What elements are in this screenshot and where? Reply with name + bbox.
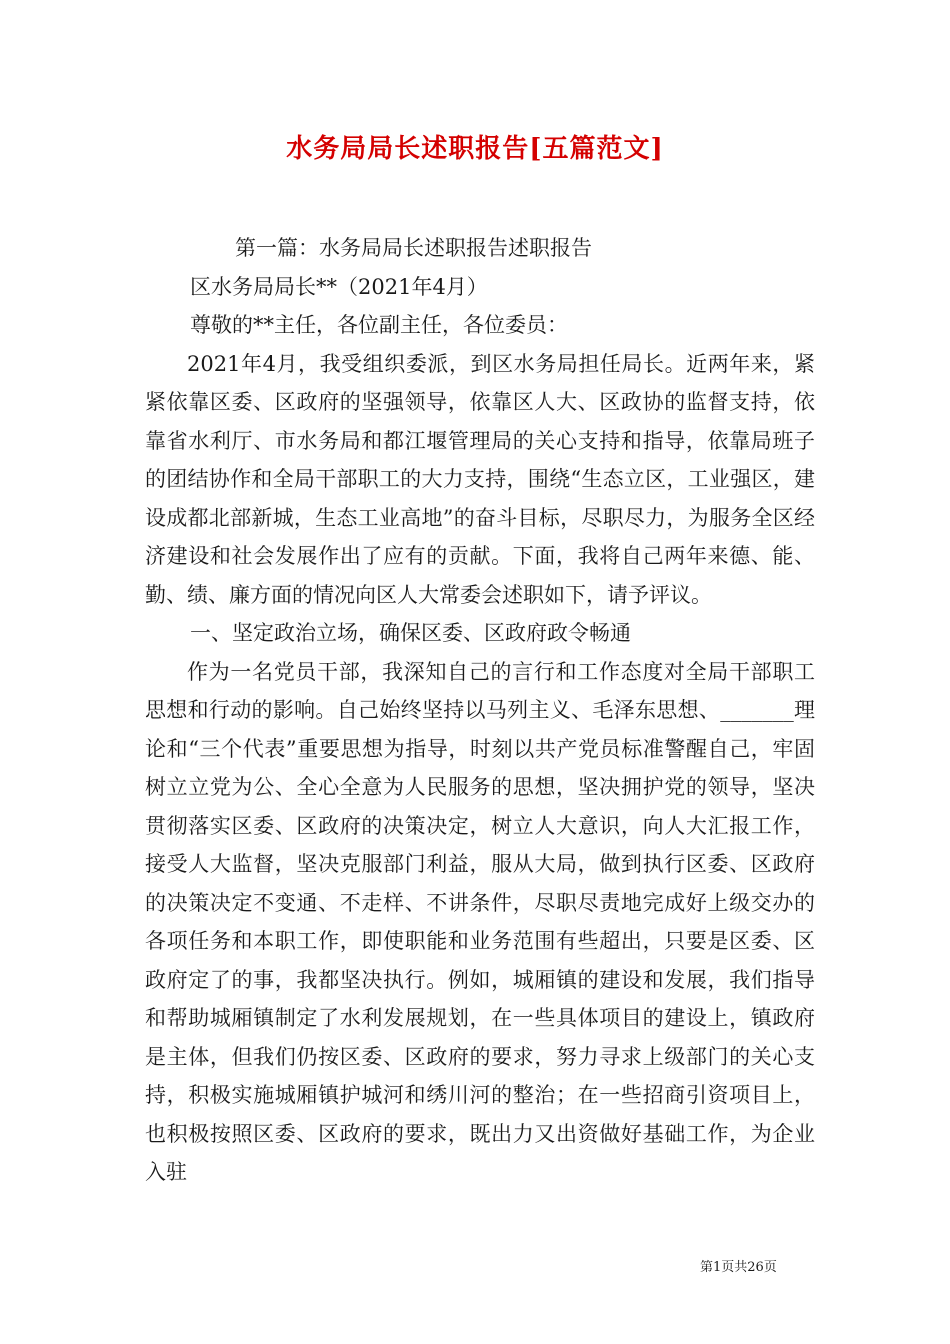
- salutation: 尊敬的**主任，各位副主任，各位委员：: [190, 313, 568, 337]
- body-paragraph-political-stance: 作为一名党员干部，我深知自己的言行和工作态度对全局干部职工思想和行动的影响。自己始终坚持以马列主义、毛泽东思想、_______理论和“三个代表”重要思想为指导，时刻以共产党员标准警醒自己，牢固树立立党为公、全心全意为人民服务的思想，坚决拥护党的领导，坚决贯彻落实区委、区政府的决策决定，树立人大意识，向人大汇报工作，接受人大监督，坚决克服部门利益，服从大局，做到执行区委、区政府的决策决定不变通、不走样、不讲条件，尽职尽责地完成好上级交办的各项任务和本职工作，即使职能和业务范围有些超出，只要是区委、区政府定了的事，我都坚决执行。例如，城厢镇的建设和发展，我们指导和帮助城厢镇制定了水利发展规划，在一些具体项目的建设上，镇政府是主体，但我们仍按区委、区政府的要求，努力寻求上级部门的关心支持，积极实施城厢镇护城河和绣川河的整治；在一些招商引资项目上，也积极按照区委、区政府的要求，既出力又出资做好基础工作，为企业入驻: [145, 659, 815, 1184]
- section-heading-chapter-one: 第一篇：水务局局长述职报告述职报告: [235, 236, 592, 260]
- body-paragraph-intro: 2021年4月，我受组织委派，到区水务局担任局长。近两年来，紧紧依靠区委、区政府的坚强领导，依靠区人大、区政协的监督支持，依靠省水利厅、市水务局和都江堰管理局的关心支持和指导，依靠局班子的团结协作和全局干部职工的大力支持，围绕“生态立区，工业强区，建设成都北部新城，生态工业高地”的奋斗目标，尽职尽力，为服务全区经济建设和社会发展作出了应有的贡献。下面，我将自己两年来德、能、勤、绩、廉方面的情况向区人大常委会述职如下，请予评议。: [145, 351, 815, 607]
- document-body: [145, 229, 815, 1192]
- page-number-footer: 第1页共26页: [700, 1260, 777, 1275]
- document-title: 水务局局长述职报告[五篇范文]: [286, 134, 664, 164]
- section-heading-political-stance: 一、坚定政治立场，确保区委、区政府政令畅通: [190, 621, 631, 645]
- author-line: 区水务局局长**（2021年4月）: [190, 274, 488, 299]
